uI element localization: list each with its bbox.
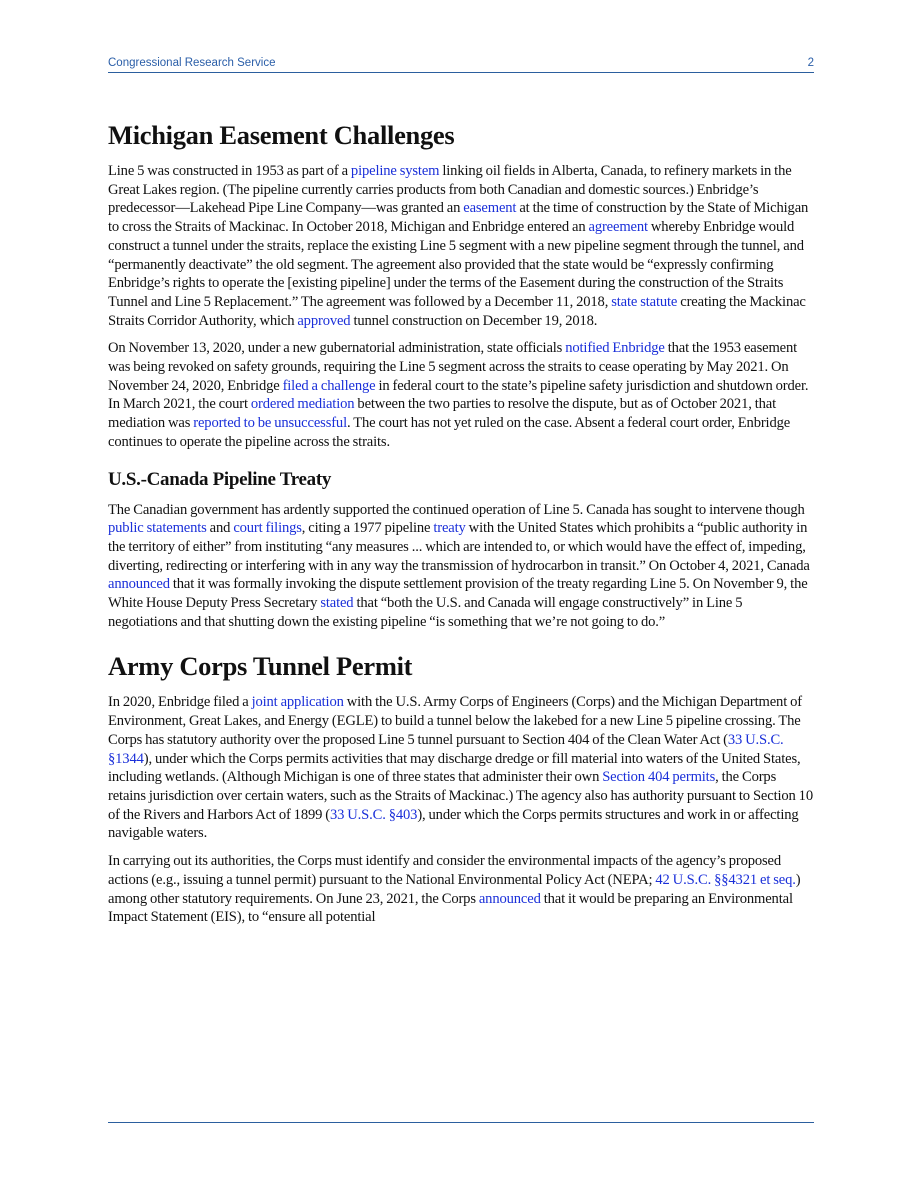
link-announced[interactable]: announced	[108, 576, 170, 593]
header-org: Congressional Research Service	[108, 57, 276, 69]
paragraph: On November 13, 2020, under a new gubernatorial administration, state officials notified Enbridge that the 1953 easement was being revoked on safety grounds, requiring the Line 5 segment across the straits to cease operating by May 2021. On November 24, 2020, Enbridge filed a challenge in federal court to the state’s pipeline safety jurisdiction and shutdown order. In March 2021, the court ordered mediation between the two parties to resolve the dispute, but as of October 2021, that mediation was reported to be unsuccessful. The court has not yet ruled on the case. Absent a federal court order, Enbridge continues to operate the pipeline across the straits.	[108, 340, 809, 450]
section-heading-michigan-easement: Michigan Easement Challenges	[108, 120, 455, 150]
link-announced-eis[interactable]: announced	[478, 890, 541, 907]
link-ordered-mediation[interactable]: ordered mediation	[250, 396, 355, 413]
link-33-usc-1344[interactable]: 33 U.S.C. §1344	[108, 731, 784, 767]
link-42-usc-4321[interactable]: 42 U.S.C. §§4321 et seq.	[655, 871, 796, 888]
link-notified-enbridge[interactable]: notified Enbridge	[565, 340, 665, 357]
link-section-404-permits[interactable]: Section 404 permits	[602, 769, 716, 786]
link-joint-application[interactable]: joint application	[251, 694, 344, 711]
page-number: 2	[807, 57, 814, 69]
footer-rule	[108, 1122, 814, 1123]
link-approved[interactable]: approved	[297, 312, 351, 329]
link-treaty[interactable]: treaty	[433, 520, 466, 537]
link-state-statute[interactable]: state statute	[611, 293, 678, 310]
link-agreement[interactable]: agreement	[588, 219, 648, 236]
paragraph: The Canadian government has ardently supported the continued operation of Line 5. Canada has sought to intervene though public statements and court filings, citing a 1977 pipeline treaty with the United States which prohibits a “public authority in the territory of either” from instituting “any measures ... which are intended to, or which would have the effect of, impeding, diverting, redirecting or interfering with in any way the transmission of hydrocarbon in transit.” On October 4, 2021, Canada announced that it was formally invoking the dispute settlement provision of the treaty regarding Line 5. On November 9, the White House Deputy Press Secretary stated that “both the U.S. and Canada will engage constructively” in Line 5 negotiations and that shutting down the existing pipeline “is something that we’re not going to do.”	[108, 501, 810, 630]
link-33-usc-403[interactable]: 33 U.S.C. §403	[329, 806, 418, 823]
paragraph: In carrying out its authorities, the Corps must identify and consider the environmental impacts of the agency’s proposed actions (e.g., issuing a tunnel permit) pursuant to the National Environmental Policy Act (NEPA; 42 U.S.C. §§4321 et seq.) among other statutory requirements. On June 23, 2021, the Corps announced that it would be preparing an Environmental Impact Statement (EIS), to “ensure all potential	[108, 853, 801, 926]
link-reported-unsuccessful[interactable]: reported to be unsuccessful	[193, 415, 347, 432]
section-heading-army-corps: Army Corps Tunnel Permit	[108, 651, 413, 682]
link-public-statements[interactable]: public statements	[108, 520, 207, 537]
paragraph: Line 5 was constructed in 1953 as part of a pipeline system linking oil fields in Alberta, Canada, to refinery markets in the Great Lakes region. (The pipeline currently carries products from both Canadian and domestic sources.) Enbridge’s predecessor—Lakehead Pipe Line Company—was granted an easement at the time of construction by the State of Michigan to cross the Straits of Mackinac. In October 2018, Michigan and Enbridge entered an agreement whereby Enbridge would construct a tunnel under the straits, replace the existing Line 5 segment with a new pipeline segment through the tunnel, and “permanently deactivate” the old segment. The agreement also provided that the state would be “expressly confirming Enbridge’s rights to operate the [existing pipeline] under the terms of the Easement during the construction of the Straits Tunnel and Line 5 Replacement.” The agreement was followed by a December 11, 2018, state statute creating the Mackinac Straits Corridor Authority, which approved tunnel construction on December 19, 2018.	[108, 163, 809, 329]
link-pipeline-system[interactable]: pipeline system	[350, 163, 440, 179]
paragraph: In 2020, Enbridge filed a joint application with the U.S. Army Corps of Engineers (Corps) and the Michigan Department of Environment, Great Lakes, and Energy (EGLE) to build a tunnel below the lakebed for a new Line 5 pipeline crossing. The Corps has statutory authority over the proposed Line 5 tunnel pursuant to Section 404 of the Clean Water Act (33 U.S.C. §1344), under which the Corps permits activities that may discharge dredge or fill material into waters of the United States, including wetlands. (Although Michigan is one of three states that administer their own Section 404 permits, the Corps retains jurisdiction over certain waters, such as the Straits of Mackinac.) The agency also has authority pursuant to Section 10 of the Rivers and Harbors Act of 1899 (33 U.S.C. §403), under which the Corps permits structures and work in or affecting navigable waters.	[108, 694, 813, 842]
page-header	[108, 56, 814, 73]
link-easement[interactable]: easement	[463, 200, 517, 217]
link-filed-a-challenge[interactable]: filed a challenge	[282, 377, 376, 394]
document-body	[108, 120, 814, 936]
link-stated[interactable]: stated	[320, 595, 354, 612]
link-court-filings[interactable]: court filings	[233, 520, 302, 537]
subsection-heading-pipeline-treaty: U.S.-Canada Pipeline Treaty	[108, 468, 332, 490]
